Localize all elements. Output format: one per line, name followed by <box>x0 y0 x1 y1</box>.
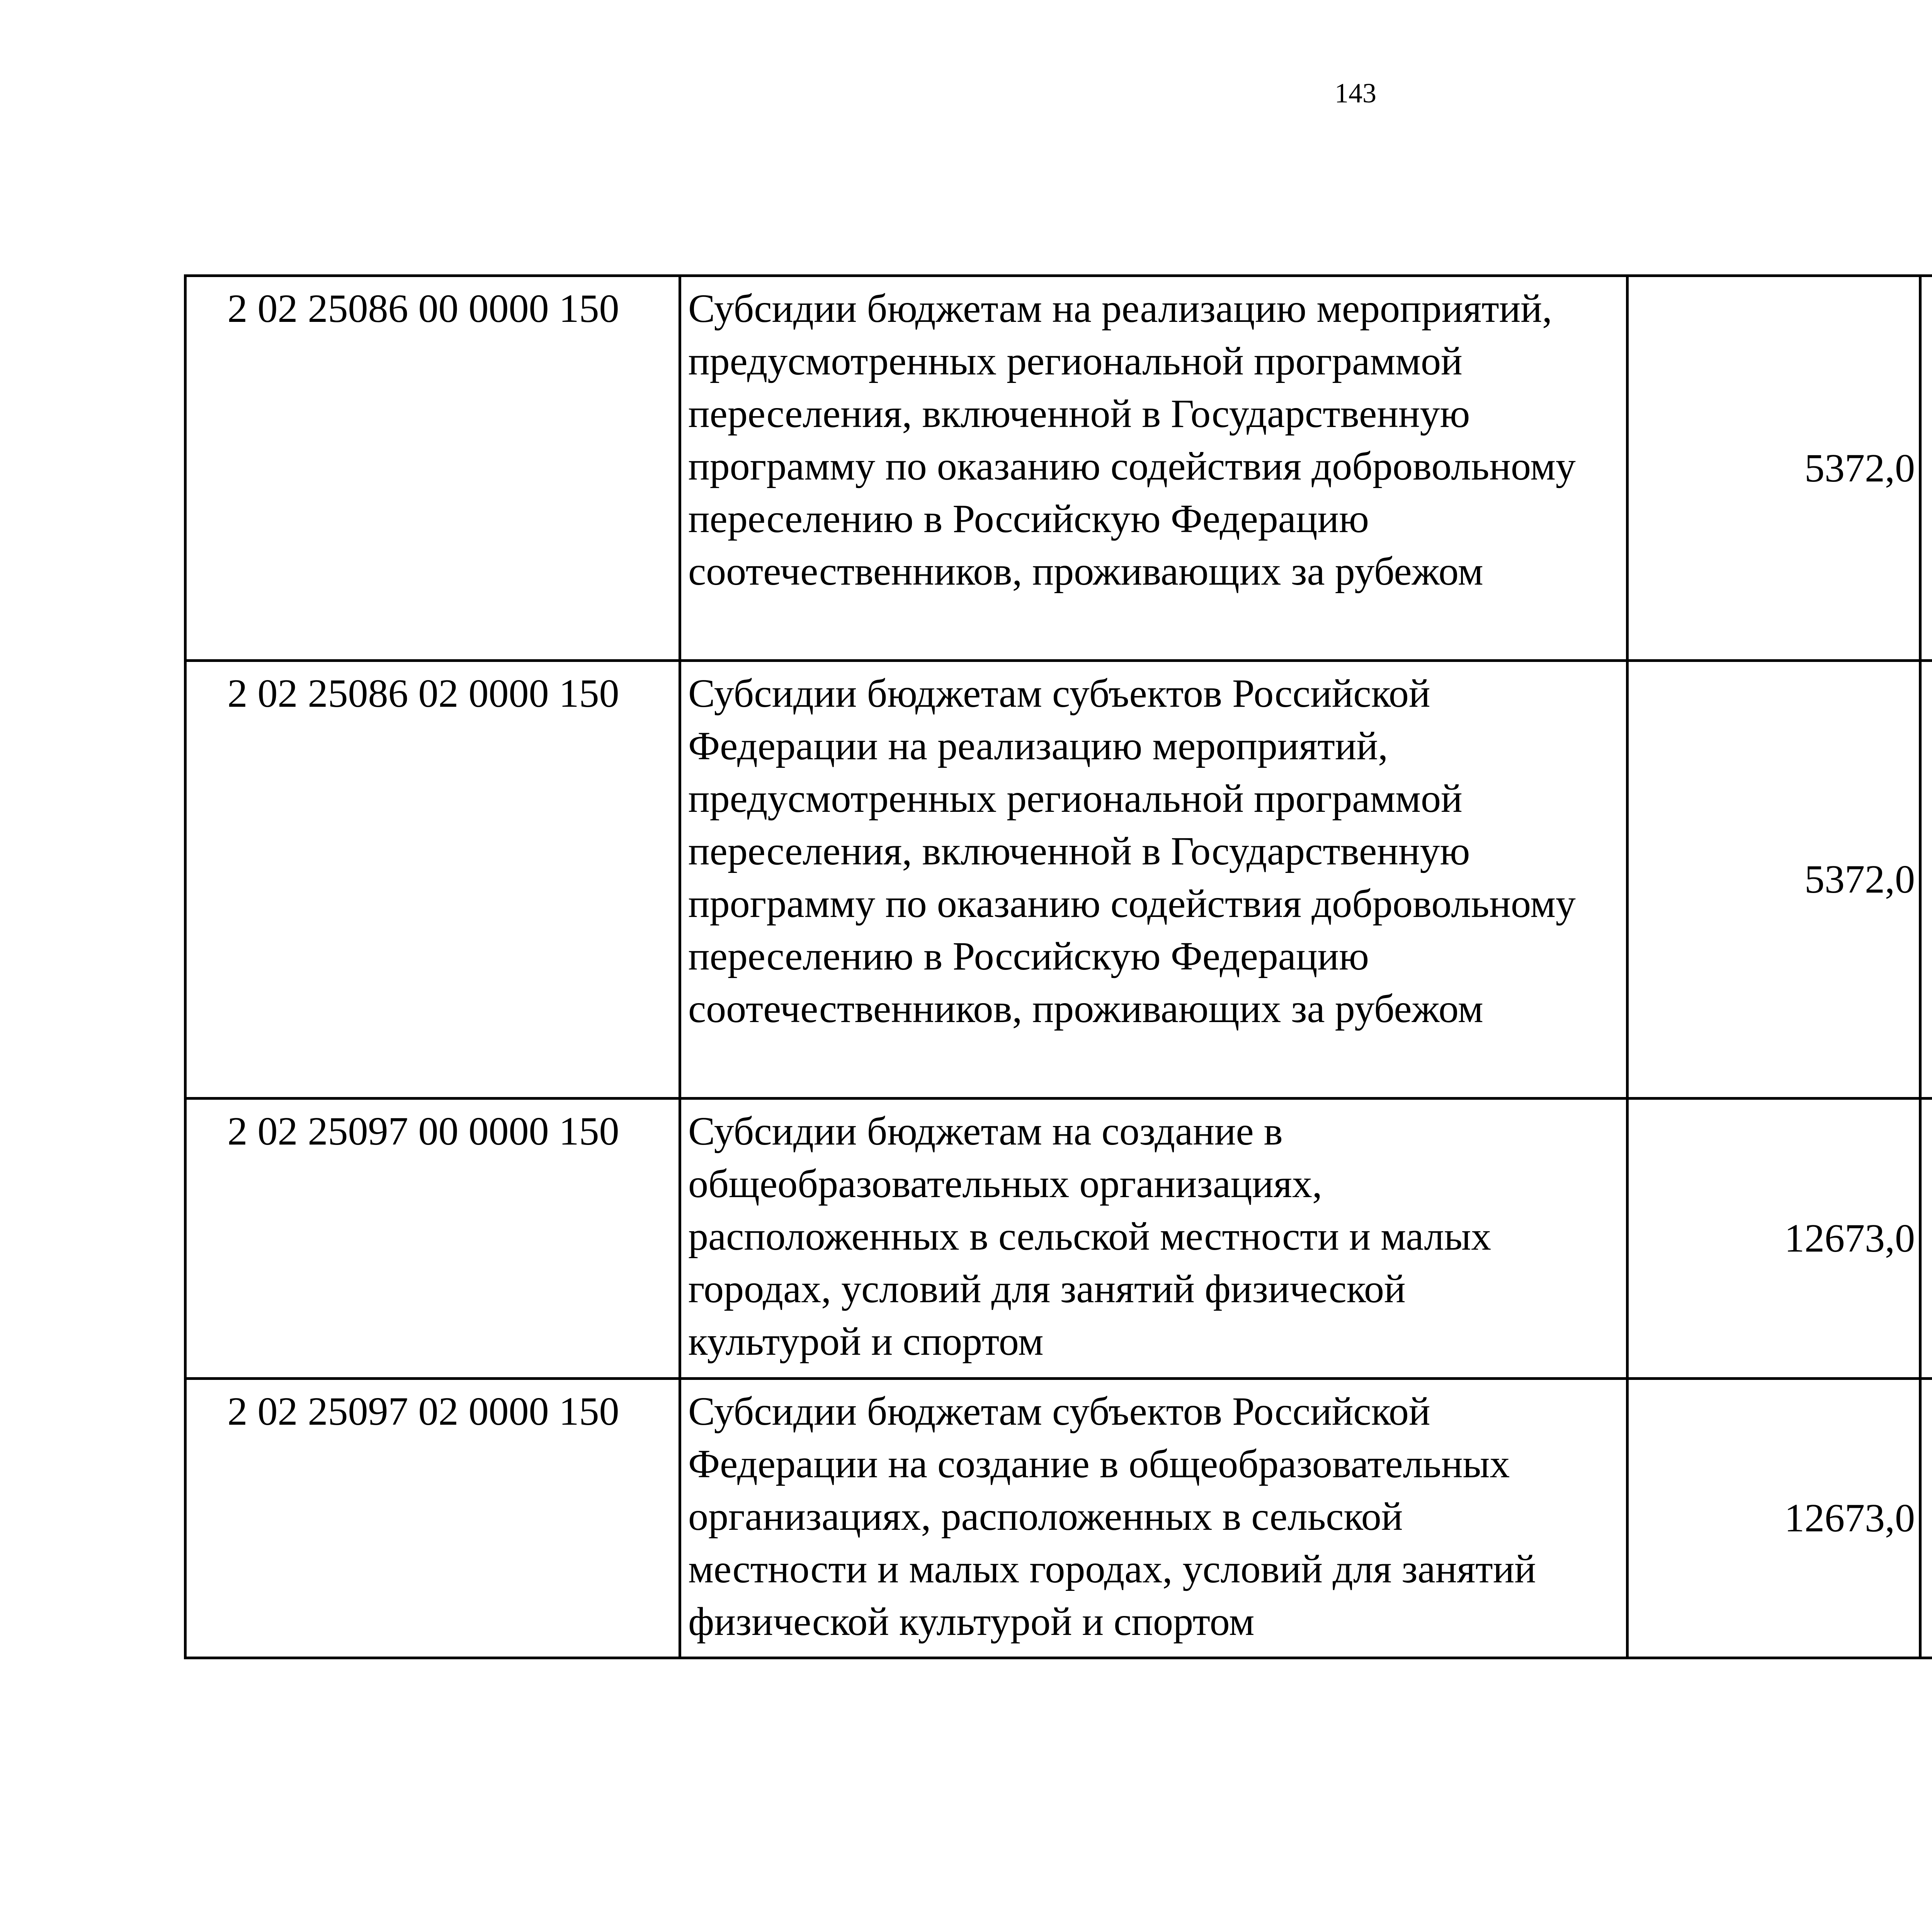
amount-year1-cell: 12673,0 <box>1628 1379 1920 1658</box>
amount-year2-cell <box>1920 1099 1932 1379</box>
revenue-name-cell: Субсидии бюджетам на создание в общеобразовательных организациях, расположенных в сельской местности и малых городах, условий для занятий физической культурой и спортом <box>680 1099 1628 1379</box>
revenue-name-cell: Субсидии бюджетам на реализацию мероприятий, предусмотренных региональной программой переселения, включенной в Государственную программу по оказанию содействия добровольному переселению в Российскую Федерацию соотечественников, проживающих за рубежом <box>680 276 1628 661</box>
budget-code-cell: 2 02 25086 00 0000 150 <box>185 276 680 661</box>
table-row <box>185 276 1932 661</box>
budget-code-cell: 2 02 25097 02 0000 150 <box>185 1379 680 1658</box>
table-row <box>185 661 1932 1099</box>
budget-table <box>184 274 1932 1659</box>
amount-year1-cell: 12673,0 <box>1628 1099 1920 1379</box>
amount-year2-cell <box>1920 1379 1932 1658</box>
amount-year1-cell: 5372,0 <box>1628 276 1920 661</box>
revenue-name-cell: Субсидии бюджетам субъектов Российской Федерации на создание в общеобразовательных организациях, расположенных в сельской местности и малых городах, условий для занятий физической культурой и спортом <box>680 1379 1628 1658</box>
table-row <box>185 1099 1932 1379</box>
amount-year2-cell <box>1920 276 1932 661</box>
table-row <box>185 1379 1932 1658</box>
amount-year1-cell: 5372,0 <box>1628 661 1920 1099</box>
budget-code-cell: 2 02 25097 00 0000 150 <box>185 1099 680 1379</box>
budget-code-cell: 2 02 25086 02 0000 150 <box>185 661 680 1099</box>
page-number: 143 <box>1335 78 1376 109</box>
revenue-name-cell: Субсидии бюджетам субъектов Российской Федерации на реализацию мероприятий, предусмотренных региональной программой переселения, включенной в Государственную программу по оказанию содействия добровольному переселению в Российскую Федерацию соотечественников, проживающих за рубежом <box>680 661 1628 1099</box>
amount-year2-cell <box>1920 661 1932 1099</box>
